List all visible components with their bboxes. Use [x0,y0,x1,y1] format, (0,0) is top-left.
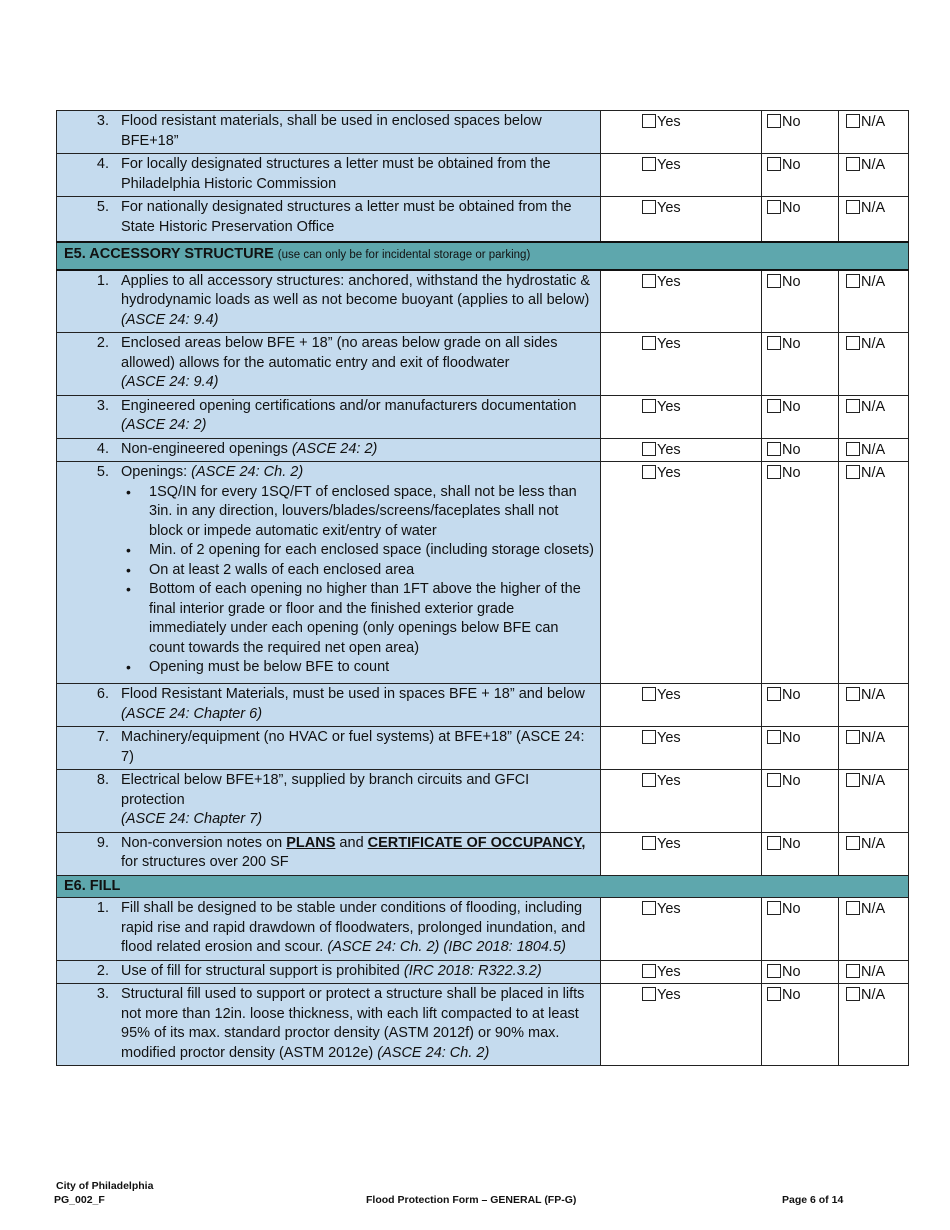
checkbox-icon[interactable] [767,836,781,850]
checkbox-icon[interactable] [767,114,781,128]
checkbox-icon[interactable] [642,274,656,288]
table-row: 3. Structural fill used to support or protect a structure shall be placed in lifts not more than 12in. loose thickness, with each lift compacted to at least 95% of its max. standard proctor density (ASTM 2012f) or 90% max. modified proctor density (ASTM 2012e) (ASCE 24: Ch. 2) Yes No N/A [57,984,909,1066]
checkbox-icon[interactable] [642,465,656,479]
table-row [57,197,909,242]
no-option[interactable]: No [767,987,801,1003]
no-option[interactable]: No [767,336,801,352]
na-option[interactable]: N/A [846,773,885,789]
table-row: 6. Flood Resistant Materials, must be used in spaces BFE + 18” and below (ASCE 24: Chapter 6) Yes No N/A [57,684,909,727]
checkbox-icon[interactable] [767,200,781,214]
checkbox-icon[interactable] [846,964,860,978]
checkbox-icon[interactable] [846,730,860,744]
checkbox-icon[interactable] [642,964,656,978]
yes-option[interactable]: Yes [642,687,681,703]
no-option[interactable]: No [767,114,801,130]
checkbox-icon[interactable] [846,200,860,214]
table-row: 2. Enclosed areas below BFE + 18” (no areas below grade on all sides allowed) allows for the automatic entry and exit of floodwater (ASCE 24: 9.4) Yes No N/A [57,333,909,396]
checkbox-icon[interactable] [642,157,656,171]
checkbox-icon[interactable] [767,987,781,1001]
question-cell: 5. For nationally designated structures a letter must be obtained from the State Historic Preservation Office [57,197,601,242]
yes-option[interactable]: Yes [642,987,681,1003]
no-option[interactable]: No [767,157,801,173]
section-header-e5: E5. ACCESSORY STRUCTURE (use can only be for incidental storage or parking) [57,242,909,270]
checkbox-icon[interactable] [767,687,781,701]
table-row: 1. Applies to all accessory structures: anchored, withstand the hydrostatic & hydrodynamic loads as well as not become buoyant (applies to all below) (ASCE 24: 9.4) Yes No N/A [57,270,909,333]
yes-option[interactable]: Yes [642,399,681,415]
checkbox-icon[interactable] [642,200,656,214]
yes-option[interactable]: Yes [642,773,681,789]
checkbox-icon[interactable] [767,274,781,288]
na-option[interactable]: N/A [846,987,885,1003]
yes-option[interactable]: Yes [642,964,681,980]
na-option[interactable]: N/A [846,157,885,173]
checkbox-icon[interactable] [642,987,656,1001]
na-option[interactable]: N/A [846,836,885,852]
yes-option[interactable]: Yes [642,442,681,458]
checkbox-icon[interactable] [642,836,656,850]
no-option[interactable]: No [767,399,801,415]
checkbox-icon[interactable] [642,773,656,787]
yes-option[interactable]: Yes [642,730,681,746]
no-option[interactable]: No [767,465,801,481]
checkbox-icon[interactable] [767,465,781,479]
no-option[interactable]: No [767,901,801,917]
na-option[interactable]: N/A [846,901,885,917]
section-header-e6: E6. FILL [57,875,909,898]
no-option[interactable]: No [767,200,801,216]
checkbox-icon[interactable] [767,157,781,171]
table-row: 4. Non-engineered openings (ASCE 24: 2) Yes No N/A [57,438,909,462]
checkbox-icon[interactable] [767,773,781,787]
na-option[interactable]: N/A [846,964,885,980]
yes-option[interactable]: Yes [642,274,681,290]
checkbox-icon[interactable] [846,399,860,413]
table-row: 8. Electrical below BFE+18”, supplied by branch circuits and GFCI protection (ASCE 24: Chapter 7) Yes No N/A [57,770,909,833]
question-cell: 3. Flood resistant materials, shall be used in enclosed spaces below BFE+18” [57,111,601,154]
yes-option[interactable]: Yes [642,901,681,917]
na-option[interactable]: N/A [846,336,885,352]
openings-bullet-list [121,483,594,678]
checkbox-icon[interactable] [846,442,860,456]
list-item: • On at least 2 walls of each enclosed area [121,561,594,581]
checkbox-icon[interactable] [642,687,656,701]
checkbox-icon[interactable] [642,114,656,128]
table-row [57,111,909,154]
footer-org: City of Philadelphia [56,1180,154,1192]
na-option[interactable]: N/A [846,274,885,290]
checkbox-icon[interactable] [846,836,860,850]
checkbox-icon[interactable] [767,730,781,744]
na-option[interactable]: N/A [846,730,885,746]
list-item: • Min. of 2 opening for each enclosed space (including storage closets) [121,541,594,561]
checkbox-icon[interactable] [846,157,860,171]
checkbox-icon[interactable] [767,336,781,350]
plans-link-text: PLANS [286,834,336,851]
checkbox-icon[interactable] [642,336,656,350]
list-item: • Bottom of each opening no higher than 1FT above the higher of the final interior grade or floor and the finished exterior grade immediately under each opening (only openings below BFE can count towards the required net open area) [121,580,594,658]
checklist-table [56,110,909,1066]
na-option[interactable]: N/A [846,200,885,216]
table-row: 1. Fill shall be designed to be stable under conditions of flooding, including rapid rise and rapid drawdown of floodwaters, prolonged inundation, and flood related erosion and scour. (ASCE 24: Ch. 2) (IBC 2018: 1804.5) Yes No N/A [57,898,909,961]
table-row: 2. Use of fill for structural support is prohibited (IRC 2018: R322.3.2) Yes No N/A [57,960,909,984]
yes-option[interactable]: Yes [642,157,681,173]
checkbox-icon[interactable] [767,399,781,413]
checkbox-icon[interactable] [846,987,860,1001]
checkbox-icon[interactable] [846,274,860,288]
no-option[interactable]: No [767,442,801,458]
no-option[interactable]: No [767,773,801,789]
footer-page-number: Page 6 of 14 [782,1194,844,1206]
na-option[interactable]: N/A [846,114,885,130]
no-option[interactable]: No [767,730,801,746]
checkbox-icon[interactable] [642,442,656,456]
checkbox-icon[interactable] [642,901,656,915]
list-item: • Opening must be below BFE to count [121,658,594,678]
table-row: 7. Machinery/equipment (no HVAC or fuel systems) at BFE+18” (ASCE 24: 7) Yes No N/A [57,727,909,770]
question-cell: 4. For locally designated structures a letter must be obtained from the Philadelphia Historic Commission [57,154,601,197]
na-option[interactable]: N/A [846,399,885,415]
checkbox-icon[interactable] [642,730,656,744]
checkbox-icon[interactable] [846,901,860,915]
table-row [57,154,909,197]
checkbox-icon[interactable] [846,687,860,701]
yes-option[interactable]: Yes [642,200,681,216]
na-option[interactable]: N/A [846,442,885,458]
no-option[interactable]: No [767,964,801,980]
checkbox-icon[interactable] [846,465,860,479]
checkbox-icon[interactable] [846,336,860,350]
footer-code: PG_002_F [54,1194,105,1206]
checkbox-icon[interactable] [767,901,781,915]
checkbox-icon[interactable] [846,773,860,787]
list-item: • 1SQ/IN for every 1SQ/FT of enclosed space, shall not be less than 3in. in any direction, louvers/blades/screens/faceplates shall not block or impede automatic exit/entry of water [121,483,594,542]
checkbox-icon[interactable] [767,964,781,978]
checkbox-icon[interactable] [767,442,781,456]
table-row: 5. Openings: (ASCE 24: Ch. 2) • 1SQ/IN for every 1SQ/FT of enclosed space, shall not be less than 3in. in any direction, louvers/blades/screens/faceplates shall not block or impede automatic exit/entry of water • Min. of 2 opening for each enclosed space (including storage closets) • On at least 2 walls of each enclosed area • Bottom of each opening no higher than 1FT above the higher of the final interior grade or floor and the finished exterior grade immediately under each opening (only openings below BFE can count towards the required net open area) • Opening must be below BFE to count Yes No N/A [57,462,909,684]
yes-option[interactable]: Yes [642,336,681,352]
checkbox-icon[interactable] [642,399,656,413]
table-row: 3. Engineered opening certifications and/or manufacturers documentation (ASCE 24: 2) Yes No N/A [57,395,909,438]
na-option[interactable]: N/A [846,465,885,481]
yes-option[interactable]: Yes [642,836,681,852]
no-option[interactable]: No [767,687,801,703]
table-row: 9. Non-conversion notes on PLANS and CERTIFICATE OF OCCUPANCY, for structures over 200 SF Yes No N/A [57,832,909,875]
no-option[interactable]: No [767,836,801,852]
na-option[interactable]: N/A [846,687,885,703]
footer-form-title: Flood Protection Form – GENERAL (FP-G) [366,1194,577,1206]
checkbox-icon[interactable] [846,114,860,128]
yes-option[interactable]: Yes [642,465,681,481]
certificate-link-text: CERTIFICATE OF OCCUPANCY, [367,834,586,851]
yes-option[interactable]: Yes [642,114,681,130]
no-option[interactable]: No [767,274,801,290]
